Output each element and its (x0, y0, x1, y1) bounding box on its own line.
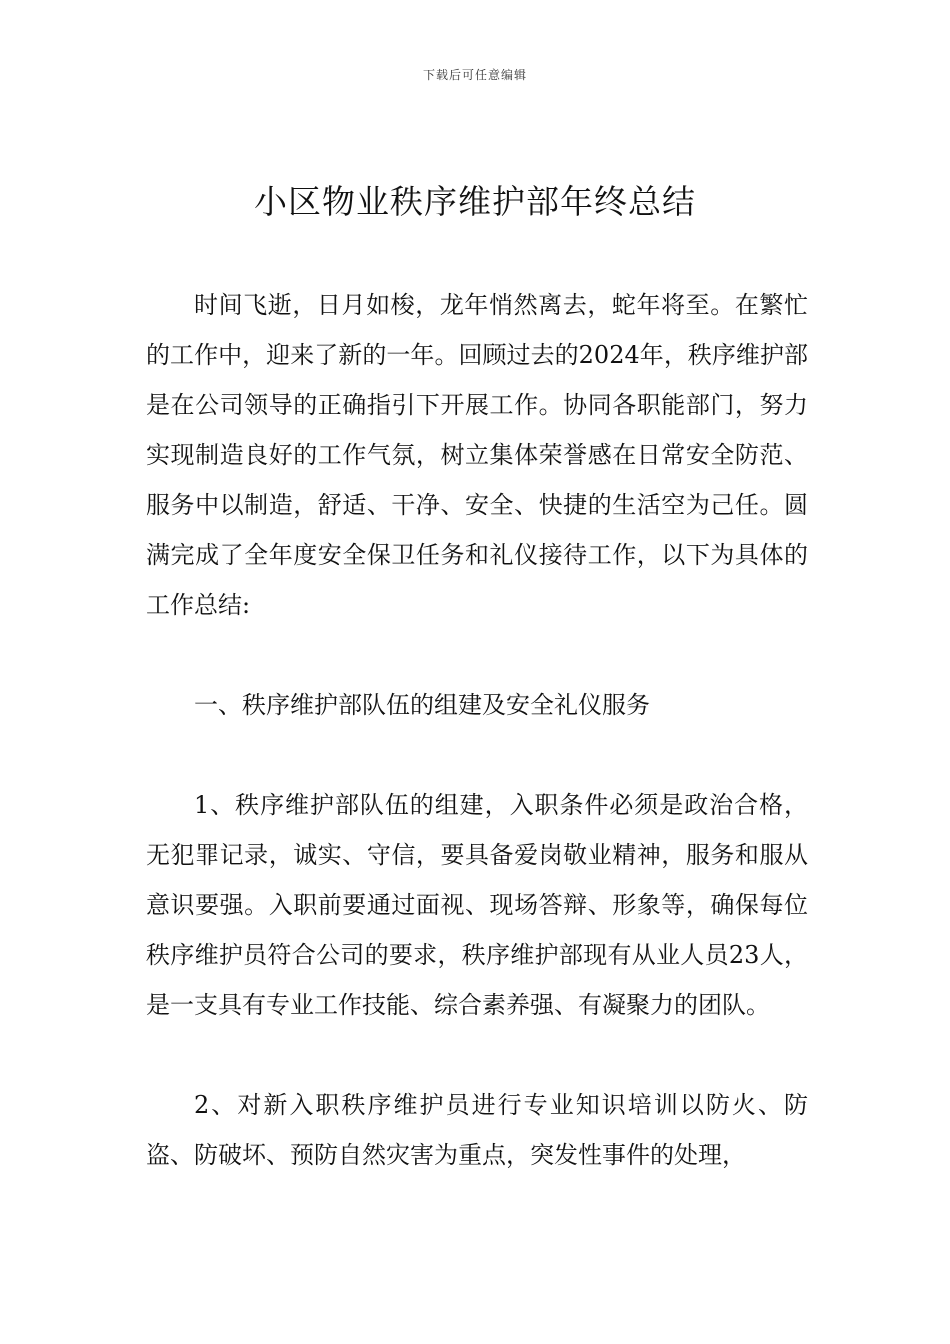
paragraph-spacer (146, 1030, 808, 1080)
paragraph-spacer (146, 630, 808, 680)
header-note: 下载后可任意编辑 (422, 68, 527, 82)
document-title: 小区物业秩序维护部年终总结 (254, 182, 696, 221)
section-heading: 一、秩序维护部队伍的组建及安全礼仪服务 (194, 691, 650, 719)
paragraph-item-2: 2、对新入职秩序维护员进行专业知识培训以防火、防盗、防破坏、预防自然灾害为重点，突发性事件的处理， (146, 1091, 808, 1169)
paragraph-item-1: 1、秩序维护部队伍的组建，入职条件必须是政治合格，无犯罪记录，诚实、守信，要具备爱岗敬业精神，服务和服从意识要强。入职前要通过面视、现场答辩、形象等，确保每位秩序维护员符合公司的要求，秩序维护部现有从业人员23人，是一支具有专业工作技能、综合素养强、有凝聚力的团队。 (146, 791, 808, 1019)
paragraph-intro: 时间飞逝，日月如梭，龙年悄然离去，蛇年将至。在繁忙的工作中，迎来了新的一年。回顾过去的2024年，秩序维护部是在公司领导的正确指引下开展工作。协同各职能部门，努力实现制造良好的工作气氛，树立集体荣誉感在日常安全防范、服务中以制造，舒适、干净、安全、快捷的生活空为己任。圆满完成了全年度安全保卫任务和礼仪接待工作，以下为具体的工作总结: (146, 291, 808, 619)
paragraph-spacer (146, 730, 808, 780)
document-body (146, 280, 808, 1180)
